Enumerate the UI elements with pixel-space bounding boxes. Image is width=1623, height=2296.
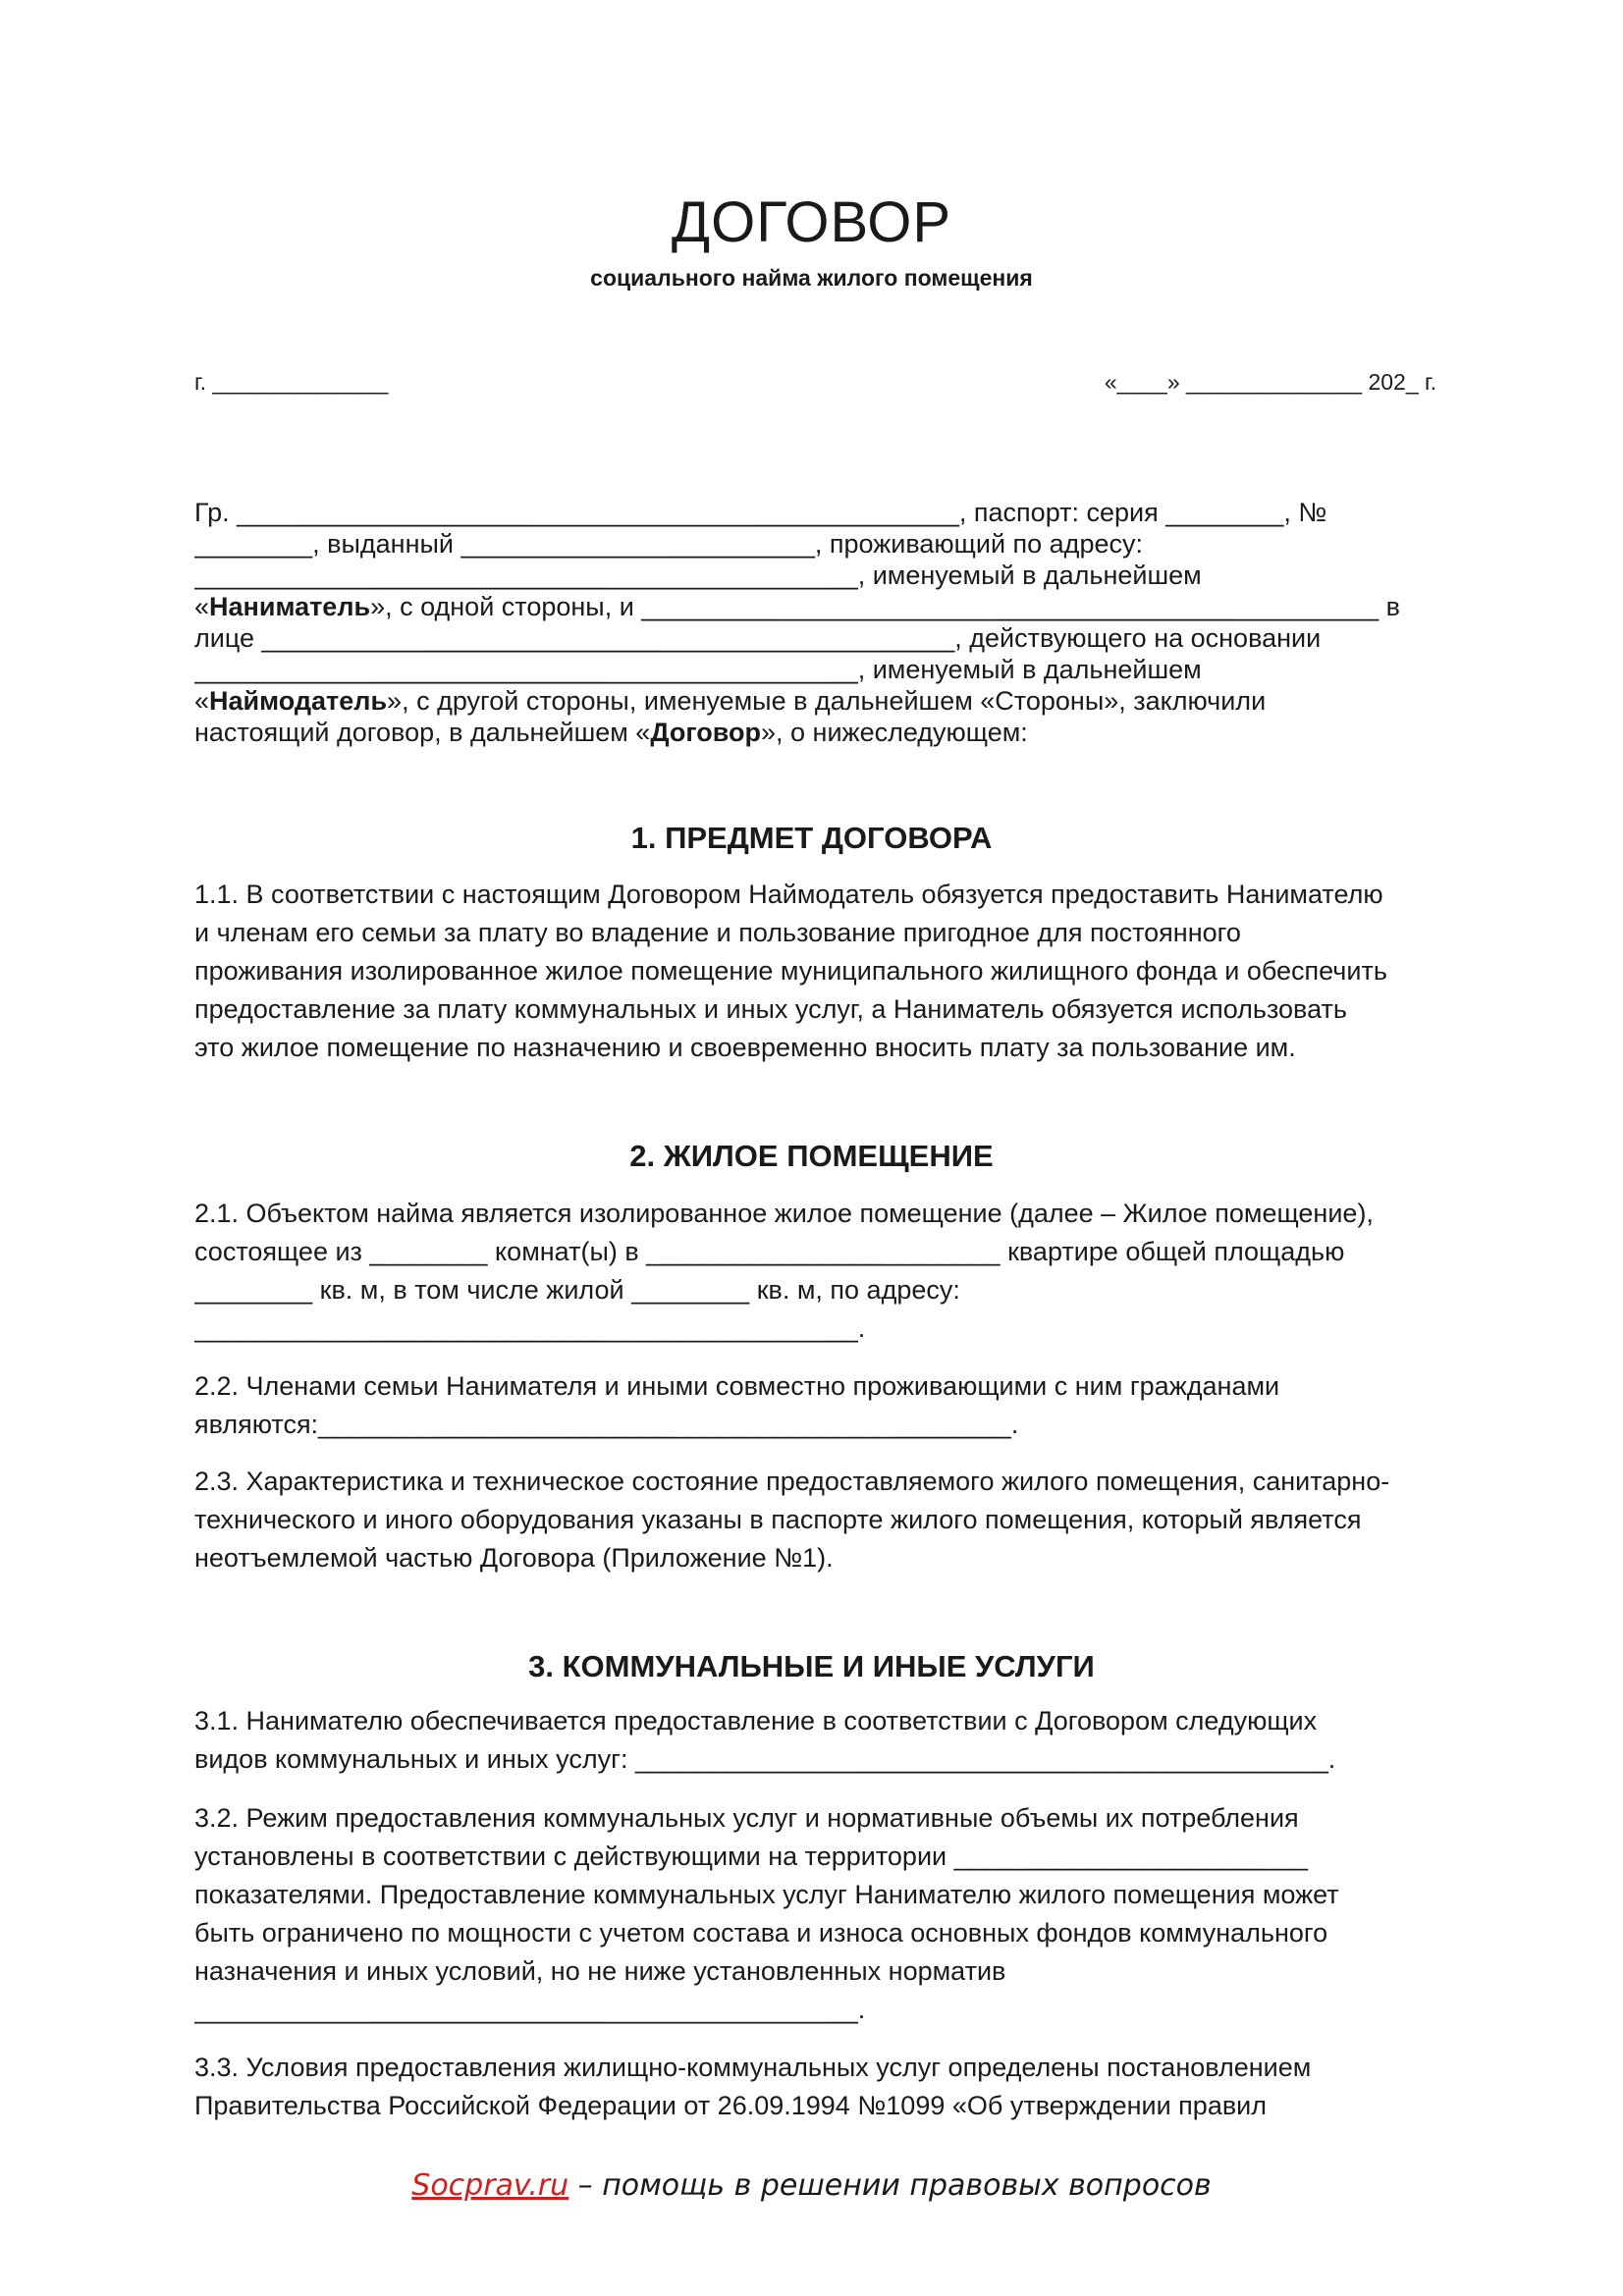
clause-line: ________ кв. м, в том числе жилой ________ кв. м, по адресу: bbox=[194, 1275, 960, 1305]
place-field: г. ______________ bbox=[194, 369, 389, 395]
clause-3-2 bbox=[194, 1799, 1434, 2029]
contract-term: Договор bbox=[650, 718, 761, 747]
clause-line: проживания изолированное жилое помещение муниципального жилищного фонда и обеспечить bbox=[194, 956, 1387, 986]
parties-line: Гр. _________________________________________________, паспорт: серия ________, № bbox=[194, 498, 1327, 527]
clause-2-3 bbox=[194, 1463, 1434, 1577]
clause-line: 2.3. Характеристика и техническое состояние предоставляемого жилого помещения, санитарно- bbox=[194, 1467, 1390, 1496]
clause-line: 2.2. Членами семьи Нанимателя и иными совместно проживающими с ним гражданами bbox=[194, 1371, 1280, 1401]
site-link[interactable]: Socprav.ru bbox=[411, 2168, 569, 2203]
section-1-heading: 1. ПРЕДМЕТ ДОГОВОРА bbox=[630, 821, 993, 855]
clause-3-3 bbox=[194, 2049, 1434, 2125]
clause-line: быть ограничено по мощности с учетом состава и износа основных фондов коммунального bbox=[194, 1918, 1328, 1948]
clause-line: являются:_______________________________________________. bbox=[194, 1410, 1019, 1439]
section-3-heading: 3. КОММУНАЛЬНЫЕ И ИНЫЕ УСЛУГИ bbox=[528, 1649, 1095, 1683]
clause-line: 3.1. Нанимателю обеспечивается предоставление в соответствии с Договором следующих bbox=[194, 1706, 1318, 1735]
clause-line: 1.1. В соответствии с настоящим Договором Наймодатель обязуется предоставить Нанимателю bbox=[194, 880, 1383, 909]
clause-1-1 bbox=[194, 876, 1434, 1067]
clause-line: установлены в соответствии с действующими на территории ________________________ bbox=[194, 1842, 1308, 1871]
clause-line: 3.3. Условия предоставления жилищно-коммунальных услуг определены постановлением bbox=[194, 2053, 1312, 2082]
clause-line: неотъемлемой частью Договора (Приложение №1). bbox=[194, 1543, 834, 1573]
clause-2-2 bbox=[194, 1367, 1434, 1444]
parties-line bbox=[194, 717, 1434, 748]
parties-line: лице _______________________________________________, действующего на основании bbox=[194, 623, 1322, 653]
clause-line: назначения и иных условий, но не ниже установленных норматив bbox=[194, 1956, 1006, 1986]
clause-2-1 bbox=[194, 1195, 1434, 1348]
clause-line: технического и иного оборудования указаны в паспорте жилого помещения, который является bbox=[194, 1505, 1362, 1534]
page-footer bbox=[0, 2168, 1623, 2203]
clause-line: Правительства Российской Федерации от 26.09.1994 №1099 «Об утверждении правил bbox=[194, 2091, 1268, 2120]
clause-3-1 bbox=[194, 1702, 1434, 1779]
section-2-heading: 2. ЖИЛОЕ ПОМЕЩЕНИЕ bbox=[629, 1139, 994, 1173]
parties-text: », с другой стороны, именуемые в дальнейшем «Стороны», заключили bbox=[387, 686, 1267, 716]
parties-text: », о нижеследующем: bbox=[761, 718, 1028, 747]
clause-line: 2.1. Объектом найма является изолированное жилое помещение (далее – Жилое помещение), bbox=[194, 1199, 1374, 1228]
clause-line: предоставление за плату коммунальных и иных услуг, а Наниматель обязуется использовать bbox=[194, 994, 1347, 1024]
parties-line bbox=[194, 685, 1434, 717]
document-subtitle: социального найма жилого помещения bbox=[590, 265, 1033, 291]
parties-text: », с одной стороны, и __________________________________________________ в bbox=[370, 592, 1400, 621]
clause-line: _____________________________________________. bbox=[194, 1995, 866, 2024]
parties-line bbox=[194, 591, 1434, 622]
date-field: «____» ______________ 202_ г. bbox=[1104, 369, 1436, 395]
parties-paragraph bbox=[194, 497, 1434, 748]
clause-line: показателями. Предоставление коммунальных услуг Нанимателю жилого помещения может bbox=[194, 1880, 1339, 1909]
quote-open: « bbox=[194, 592, 210, 621]
clause-line: _____________________________________________. bbox=[194, 1313, 866, 1343]
clause-line: и членам его семьи за плату во владение и пользование пригодное для постоянного bbox=[194, 918, 1241, 947]
quote-open: « bbox=[194, 686, 210, 716]
parties-line: ________, выданный ________________________, проживающий по адресу: bbox=[194, 529, 1143, 559]
parties-text: настоящий договор, в дальнейшем « bbox=[194, 718, 651, 747]
landlord-term: Наймодатель bbox=[209, 686, 388, 716]
parties-line: _____________________________________________, именуемый в дальнейшем bbox=[194, 561, 1202, 590]
footer-tagline: – помощь в решении правовых вопросов bbox=[568, 2168, 1212, 2203]
clause-line: видов коммунальных и иных услуг: _______________________________________________. bbox=[194, 1744, 1336, 1774]
clause-line: это жилое помещение по назначению и своевременно вносить плату за пользование им. bbox=[194, 1033, 1296, 1062]
parties-line: _____________________________________________, именуемый в дальнейшем bbox=[194, 655, 1202, 684]
tenant-term: Наниматель bbox=[209, 592, 371, 621]
clause-line: 3.2. Режим предоставления коммунальных услуг и нормативные объемы их потребления bbox=[194, 1803, 1299, 1833]
clause-line: состоящее из ________ комнат(ы) в ________________________ квартире общей площадью bbox=[194, 1237, 1345, 1266]
document-title: ДОГОВОР bbox=[671, 190, 952, 254]
